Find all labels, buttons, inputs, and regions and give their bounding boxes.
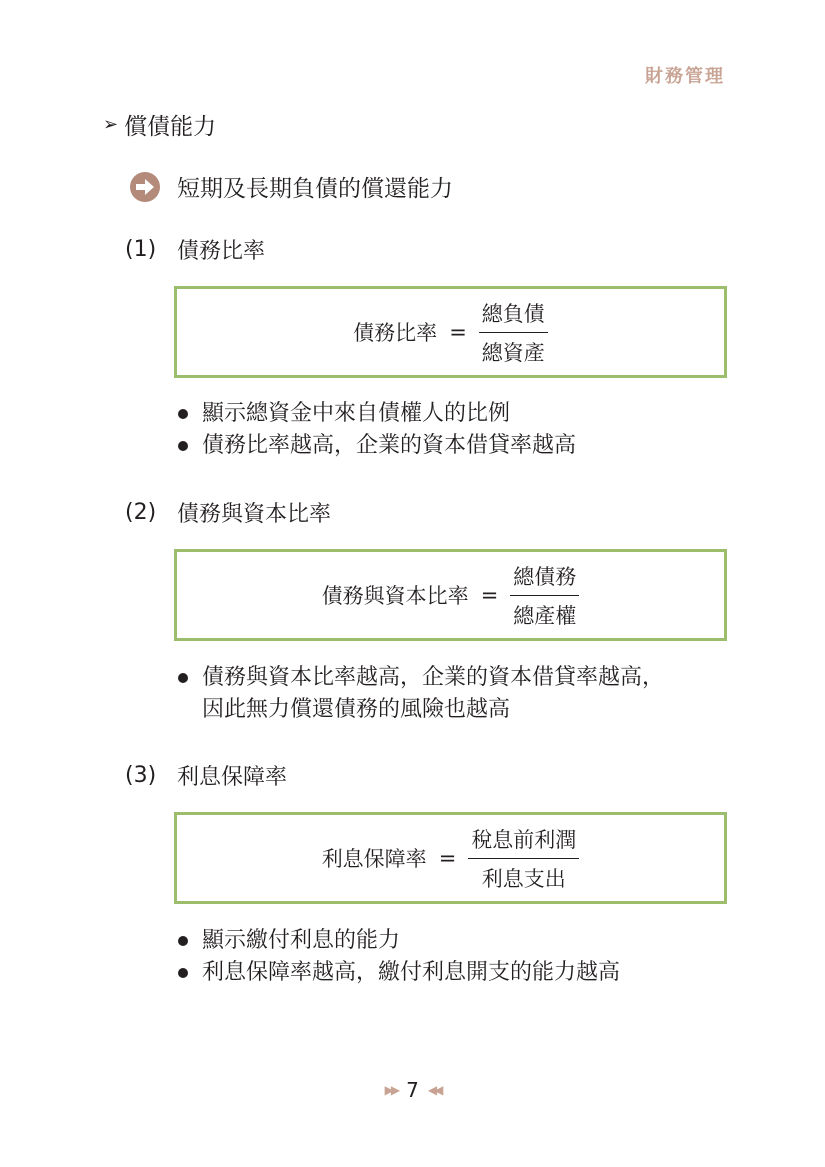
formula-box — [174, 549, 727, 641]
formula-box — [174, 812, 727, 904]
running-header: 財務管理 — [645, 66, 725, 87]
item-title: 利息保障率 — [177, 765, 288, 790]
bullet-dot-icon — [178, 409, 188, 419]
item-title: 債務與資本比率 — [177, 502, 332, 527]
section-heading — [103, 108, 216, 141]
bullet-dot-icon — [178, 673, 188, 683]
bullet-text: 顯示總資金中來自債權人的比例 — [202, 401, 511, 426]
bullet-dot-icon — [178, 968, 188, 978]
arrowhead-bullet-icon: ➢ — [103, 114, 119, 135]
item-title: 債務比率 — [177, 239, 266, 264]
equals-sign: = — [449, 320, 467, 344]
formula — [322, 824, 580, 893]
page-number: 7 — [406, 1078, 419, 1102]
bullet-item — [175, 430, 576, 462]
formula — [353, 298, 548, 367]
subsection-title: 短期及長期負債的償還能力 — [177, 176, 453, 202]
bullet-dot-icon — [178, 441, 188, 451]
bullet-text: 顯示繳付利息的能力 — [202, 928, 401, 953]
bullet-item — [175, 398, 576, 430]
formula — [322, 561, 580, 630]
bullet-text: 債務與資本比率越高，企業的資本借貸率越高， — [202, 665, 665, 690]
fraction-numerator: 總負債 — [479, 298, 548, 333]
item-heading — [125, 760, 287, 791]
item-heading — [125, 234, 265, 265]
item-number: (3) — [125, 763, 157, 788]
subsection-heading — [130, 170, 453, 203]
formula-left: 利息保障率 — [321, 847, 427, 871]
bullet-text: 債務比率越高，企業的資本借貸率越高 — [202, 433, 577, 458]
fraction-numerator: 總債務 — [510, 561, 579, 596]
bullet-item — [175, 662, 664, 694]
fraction — [468, 824, 579, 893]
fraction-numerator: 稅息前利潤 — [468, 824, 579, 859]
formula-left: 債務與資本比率 — [321, 584, 469, 608]
page-footer — [0, 1078, 825, 1102]
item-heading — [125, 497, 331, 528]
bullet-text: 利息保障率越高，繳付利息開支的能力越高 — [202, 960, 621, 985]
fraction-denominator: 總產權 — [513, 603, 577, 628]
equals-sign: = — [438, 846, 457, 870]
formula-box — [174, 286, 727, 378]
fraction-denominator: 總資產 — [481, 340, 545, 365]
bullet-list — [175, 662, 664, 726]
arrow-right-circle-icon — [130, 172, 160, 202]
equals-sign: = — [480, 583, 499, 607]
fraction — [479, 298, 548, 367]
bullet-list — [175, 925, 620, 989]
bullet-list — [175, 398, 576, 462]
bullet-text-continuation: 因此無力償還債務的風險也越高 — [202, 697, 511, 722]
double-arrow-right-icon: ▶▶ — [384, 1083, 398, 1097]
bullet-dot-icon — [178, 936, 188, 946]
formula-left: 債務比率 — [353, 321, 438, 345]
bullet-item — [175, 957, 620, 989]
fraction — [510, 561, 579, 630]
double-arrow-left-icon: ◀◀ — [427, 1083, 441, 1097]
item-number: (2) — [125, 500, 157, 525]
fraction-denominator: 利息支出 — [481, 866, 566, 891]
section-title: 償債能力 — [124, 114, 217, 140]
item-number: (1) — [125, 237, 157, 262]
bullet-item — [175, 925, 620, 957]
